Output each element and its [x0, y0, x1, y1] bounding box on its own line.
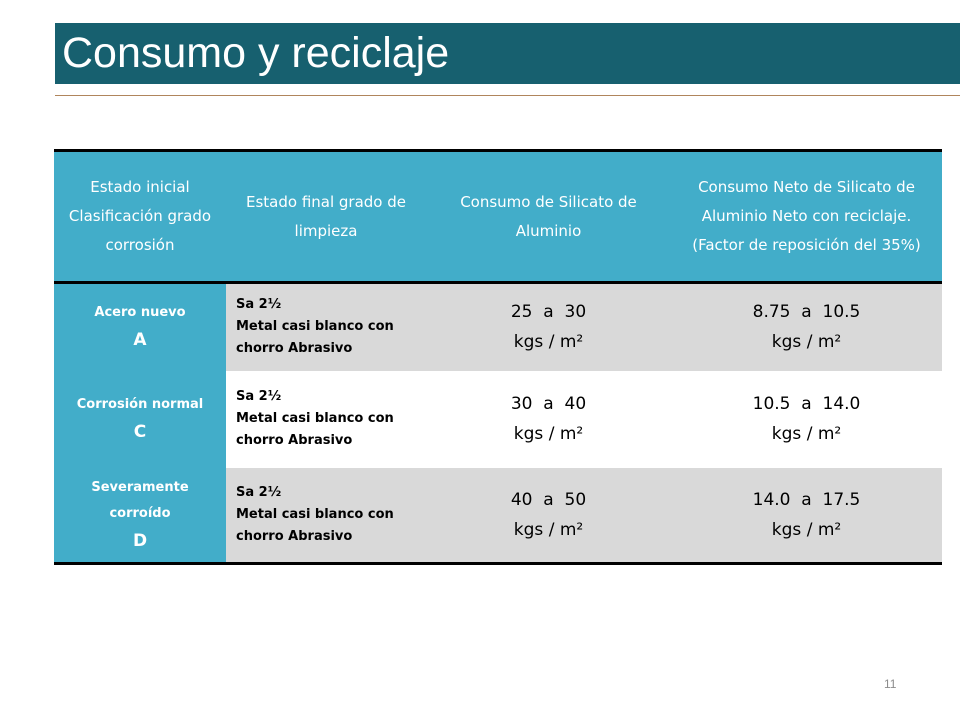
row-net-cell: [671, 371, 942, 468]
row-consumption-cell: [426, 283, 671, 371]
net-unit: kgs / m²: [771, 519, 842, 540]
consumption-range: 30 a 40: [510, 394, 587, 414]
table-header-row: [54, 151, 942, 283]
cleaning-line: Metal casi blanco con: [236, 411, 394, 426]
row-cleaning-cell: [226, 283, 426, 371]
slide-title: Consumo y reciclaje: [62, 29, 450, 77]
header-net-consumption: Consumo Neto de Silicato de Aluminio Neto con reciclaje. (Factor de reposición del 35%): [671, 151, 942, 283]
net-unit: kgs / m²: [771, 332, 842, 353]
net-range: 8.75 a 10.5: [752, 302, 861, 323]
page-number: 11: [884, 677, 897, 691]
table-row: [54, 468, 942, 564]
cleaning-line: chorro Abrasivo: [236, 341, 353, 357]
row-grade-letter: D: [132, 530, 148, 551]
net-range: 10.5 a 14.0: [752, 394, 861, 414]
row-state-cell: [54, 283, 226, 371]
cleaning-grade: Sa 2½: [236, 484, 282, 500]
header-initial-state: Estado inicial Clasificación grado corrosión: [54, 151, 226, 283]
header-final-state: Estado final grado de limpieza: [226, 151, 426, 283]
row-state-cell: [54, 371, 226, 468]
table-row: [54, 283, 942, 371]
row-consumption-cell: [426, 468, 671, 564]
row-state-label: Severamente corroído: [91, 479, 189, 521]
row-state-label: Acero nuevo: [94, 305, 186, 321]
net-unit: kgs / m²: [771, 424, 842, 444]
cleaning-line: Metal casi blanco con: [236, 319, 394, 335]
row-cleaning-cell: [226, 468, 426, 564]
consumption-range: 40 a 50: [510, 489, 587, 510]
consumption-range: 25 a 30: [510, 302, 587, 323]
row-consumption-cell: [426, 371, 671, 468]
cleaning-line: chorro Abrasivo: [236, 433, 353, 448]
row-net-cell: [671, 283, 942, 371]
consumption-table: [54, 149, 942, 565]
row-grade-letter: C: [133, 422, 147, 442]
net-range: 14.0 a 17.5: [752, 489, 861, 510]
consumption-unit: kgs / m²: [513, 519, 584, 540]
consumption-unit: kgs / m²: [513, 424, 584, 444]
cleaning-line: Metal casi blanco con: [236, 506, 394, 522]
table-row: [54, 371, 942, 468]
cleaning-grade: Sa 2½: [236, 297, 282, 313]
row-net-cell: [671, 468, 942, 564]
cleaning-line: chorro Abrasivo: [236, 528, 353, 544]
row-grade-letter: A: [133, 330, 147, 351]
row-cleaning-cell: [226, 371, 426, 468]
cleaning-grade: Sa 2½: [236, 389, 282, 404]
row-state-label: Corrosión normal: [76, 397, 204, 412]
title-divider: [55, 95, 960, 96]
header-consumption: Consumo de Silicato de Aluminio: [426, 151, 671, 283]
row-state-cell: [54, 468, 226, 564]
consumption-unit: kgs / m²: [513, 332, 584, 353]
